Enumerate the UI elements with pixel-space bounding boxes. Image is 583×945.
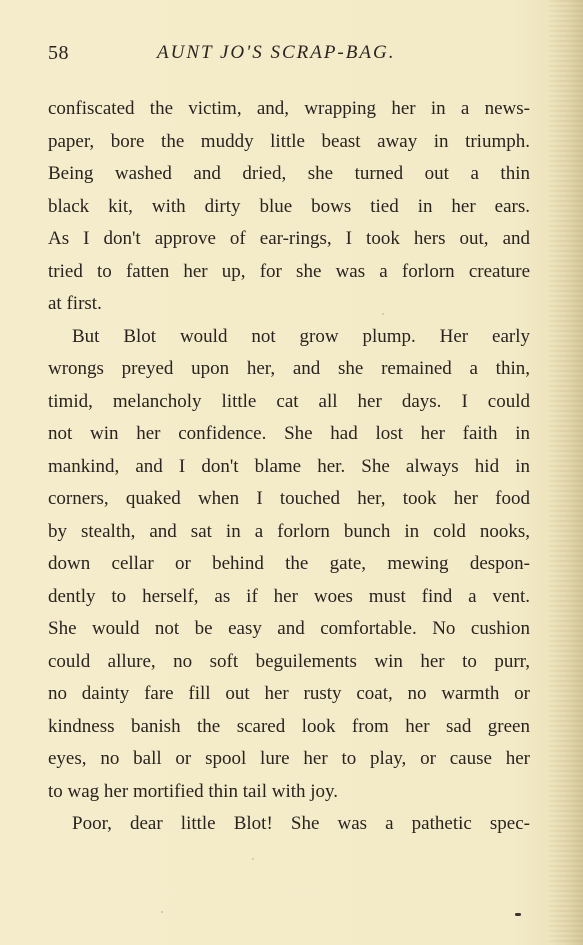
text-line: by stealth, and sat in a forlorn bunch in cold nooks, xyxy=(48,520,530,542)
paper-speck xyxy=(382,313,384,315)
text-line: not win her confidence. She had lost her faith in xyxy=(48,423,530,444)
page-number: 58 xyxy=(48,42,69,64)
running-head: AUNT JO'S SCRAP-BAG. xyxy=(157,42,396,63)
text-line: confiscated the victim, and, wrapping her in a news- xyxy=(48,98,530,119)
text-line: Poor, dear little Blot! She was a pathetic spec- xyxy=(72,813,530,834)
text-line: tried to fatten her up, for she was a forlorn creature xyxy=(48,260,530,282)
text-line: Being washed and dried, she turned out a thin xyxy=(48,163,530,184)
text-line: to wag her mortified thin tail with joy. xyxy=(48,780,339,802)
text-line: could allure, no soft beguilements win her to purr, xyxy=(48,650,530,672)
text-line: kindness banish the scared look from her sad green xyxy=(48,715,530,737)
text-line: paper, bore the muddy little beast away in triumph. xyxy=(48,130,530,152)
text-line: black kit, with dirty blue bows tied in her ears. xyxy=(48,195,530,217)
text-line: mankind, and I don't blame her. She always hid in xyxy=(48,455,530,477)
text-line: at first. xyxy=(48,293,102,314)
paper-speck xyxy=(252,858,254,860)
body-text xyxy=(48,93,530,841)
text-line: down cellar or behind the gate, mewing despon- xyxy=(48,553,530,574)
text-line: wrongs preyed upon her, and she remained a thin, xyxy=(48,358,530,379)
ink-mark xyxy=(515,913,521,916)
text-line: As I don't approve of ear-rings, I took hers out, and xyxy=(48,228,530,249)
text-line: eyes, no ball or spool lure her to play, or cause her xyxy=(48,748,530,769)
text-line: no dainty fare fill out her rusty coat, no warmth or xyxy=(48,683,530,704)
paper-speck xyxy=(161,911,163,913)
text-line: timid, melancholy little cat all her days. I could xyxy=(48,390,530,412)
text-line: But Blot would not grow plump. Her early xyxy=(72,325,530,347)
text-line: dently to herself, as if her woes must find a vent. xyxy=(48,585,530,607)
text-line: corners, quaked when I touched her, took her food xyxy=(48,488,530,509)
page-header xyxy=(48,42,530,66)
page-edge xyxy=(549,0,583,945)
text-line: She would not be easy and comfortable. No cushion xyxy=(48,618,530,639)
